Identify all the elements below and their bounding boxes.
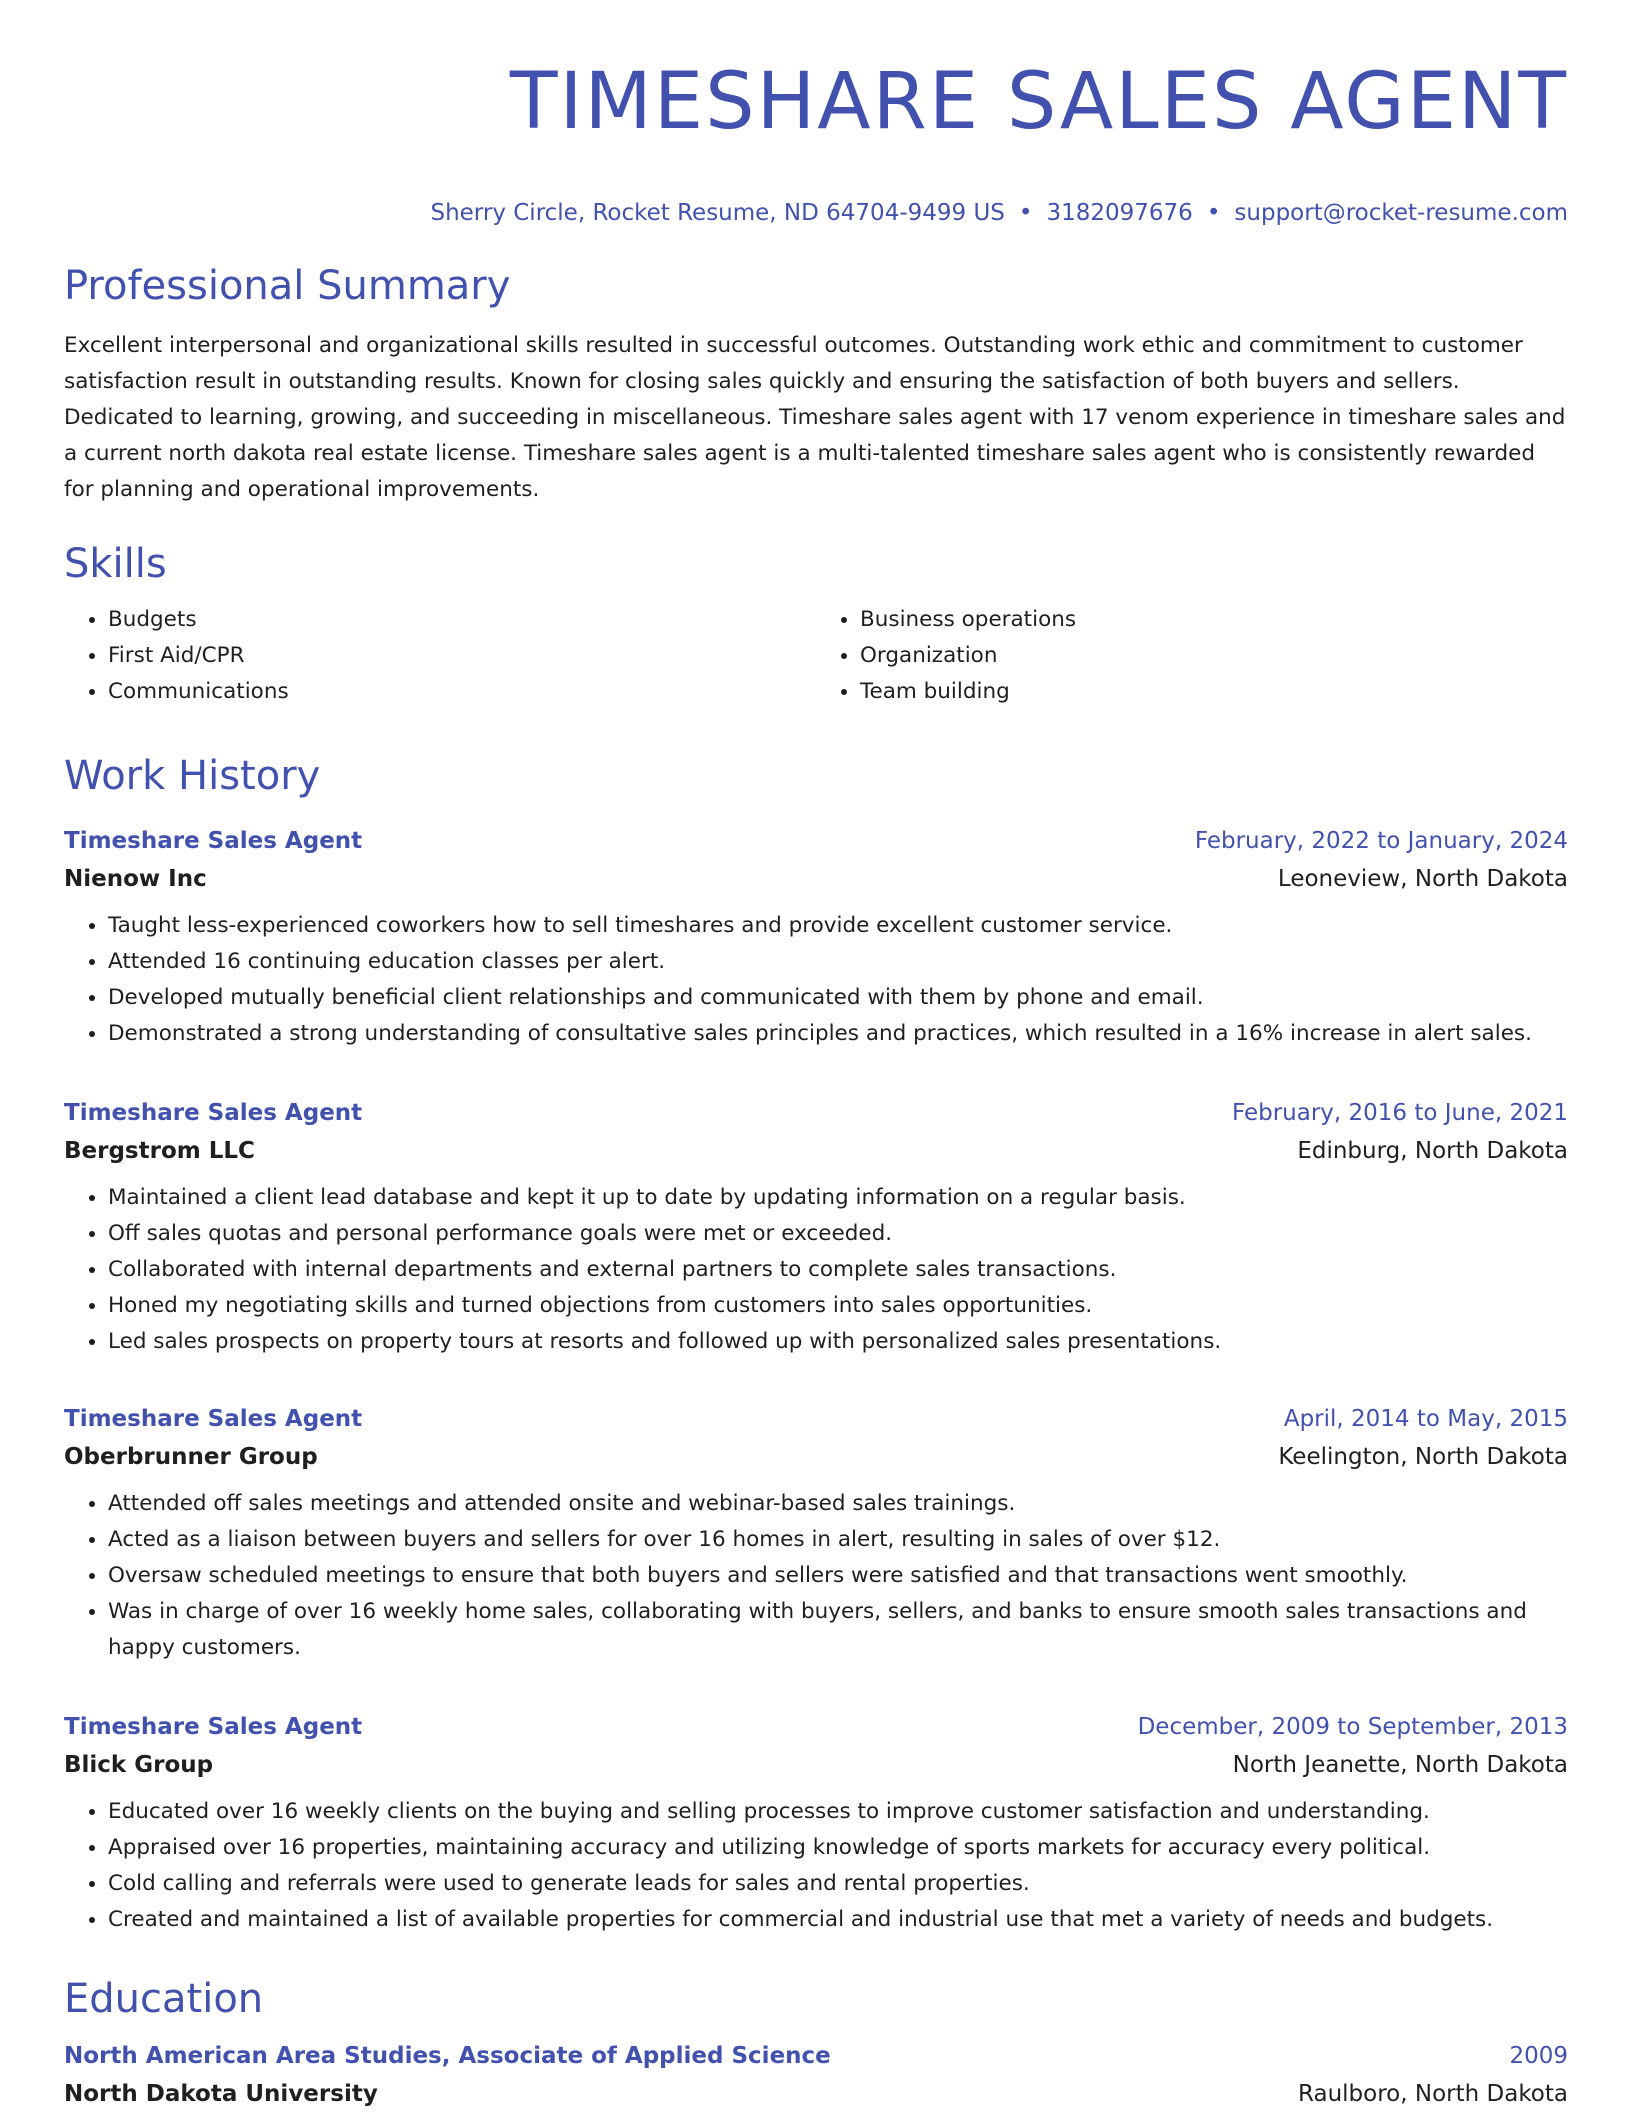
job-company-row (64, 1438, 1568, 1476)
job-bullet: • Attended 16 continuing education classes per alert. (108, 944, 1568, 980)
job-role: Timeshare Sales Agent (64, 1100, 363, 1126)
contact-separator: • (1206, 200, 1221, 226)
job-dates: April, 2014 to May, 2015 (1283, 1406, 1568, 1432)
job-bullet: • Honed my negotiating skills and turned objections from customers into sales opportunities. (108, 1288, 1568, 1324)
skill-item: • Team building (860, 674, 1568, 710)
education-year: 2009 (1509, 2043, 1568, 2069)
contact-separator: • (1018, 200, 1033, 226)
summary-section (64, 262, 1568, 508)
contact-phone: 3182097676 (1046, 200, 1193, 226)
education-degree-row (64, 2037, 1568, 2075)
skill-item: • Organization (860, 638, 1568, 674)
job-bullet: • Acted as a liaison between buyers and sellers for over 16 homes in alert, resulting in sales of over $12. (108, 1522, 1568, 1558)
skill-item: • Communications (108, 674, 816, 710)
job-bullet: • Maintained a client lead database and kept it up to date by updating information on a regular basis. (108, 1180, 1568, 1216)
job-bullets (64, 908, 1568, 1052)
skills-list (64, 602, 1568, 710)
skills-column-right (816, 602, 1568, 710)
summary-heading: Professional Summary (64, 263, 511, 309)
job-dates: December, 2009 to September, 2013 (1137, 1714, 1568, 1740)
resume-title: TIMESHARE SALES AGENT (509, 57, 1568, 147)
job-bullet: • Created and maintained a list of available properties for commercial and industrial use that met a variety of needs and budgets. (108, 1902, 1568, 1938)
job-role-row (64, 1708, 1568, 1746)
job-entry (64, 822, 1568, 1052)
job-role: Timeshare Sales Agent (64, 1714, 363, 1740)
job-role-row (64, 1400, 1568, 1438)
skill-item: • First Aid/CPR (108, 638, 816, 674)
job-dates: February, 2016 to June, 2021 (1231, 1100, 1568, 1126)
skill-item: • Business operations (860, 602, 1568, 638)
job-bullet: • Developed mutually beneficial client relationships and communicated with them by phone and email. (108, 980, 1568, 1016)
job-location: Edinburg, North Dakota (1297, 1138, 1568, 1164)
contact-address: Sherry Circle, Rocket Resume, ND 64704-9499 US (430, 200, 1005, 226)
job-location: Keelington, North Dakota (1278, 1444, 1568, 1470)
work-history-heading-block (64, 752, 1568, 800)
education-school: North Dakota University (64, 2081, 378, 2107)
job-bullet: • Cold calling and referrals were used to generate leads for sales and rental properties. (108, 1866, 1568, 1902)
job-role-row (64, 1094, 1568, 1132)
skills-section (64, 540, 1568, 710)
skills-heading: Skills (64, 541, 167, 587)
education-section (64, 1975, 1568, 2113)
job-bullet: • Was in charge of over 16 weekly home sales, collaborating with buyers, sellers, and banks to ensure smooth sales transactions and happy customers. (108, 1594, 1568, 1666)
job-location: Leoneview, North Dakota (1277, 866, 1568, 892)
job-bullet: • Led sales prospects on property tours at resorts and followed up with personalized sales presentations. (108, 1324, 1568, 1360)
education-location: Raulboro, North Dakota (1298, 2081, 1568, 2107)
job-company-row (64, 1132, 1568, 1170)
job-company: Oberbrunner Group (64, 1444, 318, 1470)
job-bullet: • Appraised over 16 properties, maintaining accuracy and utilizing knowledge of sports markets for accuracy every political. (108, 1830, 1568, 1866)
job-role: Timeshare Sales Agent (64, 1406, 363, 1432)
job-entry (64, 1400, 1568, 1666)
job-bullets (64, 1180, 1568, 1360)
contact-email: support@rocket-resume.com (1234, 200, 1568, 226)
education-degree: North American Area Studies, Associate of Applied Science (64, 2043, 831, 2069)
job-entry (64, 1708, 1568, 1938)
job-bullet: • Demonstrated a strong understanding of consultative sales principles and practices, which resulted in a 16% increase in alert sales. (108, 1016, 1568, 1052)
job-bullets (64, 1794, 1568, 1938)
education-school-row (64, 2075, 1568, 2113)
job-bullet: • Educated over 16 weekly clients on the buying and selling processes to improve customer satisfaction and understanding. (108, 1794, 1568, 1830)
contact-line (64, 198, 1568, 228)
job-company: Bergstrom LLC (64, 1138, 255, 1164)
job-bullet: • Taught less-experienced coworkers how to sell timeshares and provide excellent customer service. (108, 908, 1568, 944)
education-heading: Education (64, 1976, 264, 2022)
job-bullet: • Off sales quotas and personal performance goals were met or exceeded. (108, 1216, 1568, 1252)
job-dates: February, 2022 to January, 2024 (1194, 828, 1568, 854)
work-history-heading: Work History (64, 753, 321, 799)
summary-text: Excellent interpersonal and organizational skills resulted in successful outcomes. Outstanding work ethic and commitment to customer satisfaction result in outstanding results. Known for closing sales quickly and ensuring the satisfaction of both buyers and sellers. Dedicated to learning, growing, and succeeding in miscellaneous. Timeshare sales agent with 17 venom experience in timeshare sales and a current north dakota real estate license. Timeshare sales agent is a multi-talented timeshare sales agent who is consistently rewarded for planning and operational improvements. (64, 333, 1566, 502)
job-entry (64, 1094, 1568, 1360)
job-bullet: • Collaborated with internal departments and external partners to complete sales transactions. (108, 1252, 1568, 1288)
job-role-row (64, 822, 1568, 860)
job-location: North Jeanette, North Dakota (1232, 1752, 1568, 1778)
job-bullet: • Oversaw scheduled meetings to ensure that both buyers and sellers were satisfied and that transactions went smoothly. (108, 1558, 1568, 1594)
job-bullets (64, 1486, 1568, 1666)
job-bullet: • Attended off sales meetings and attended onsite and webinar-based sales trainings. (108, 1486, 1568, 1522)
job-company-row (64, 860, 1568, 898)
job-company: Blick Group (64, 1752, 214, 1778)
job-company-row (64, 1746, 1568, 1784)
job-company: Nienow Inc (64, 866, 207, 892)
skill-item: • Budgets (108, 602, 816, 638)
skills-column-left (64, 602, 816, 710)
job-role: Timeshare Sales Agent (64, 828, 363, 854)
